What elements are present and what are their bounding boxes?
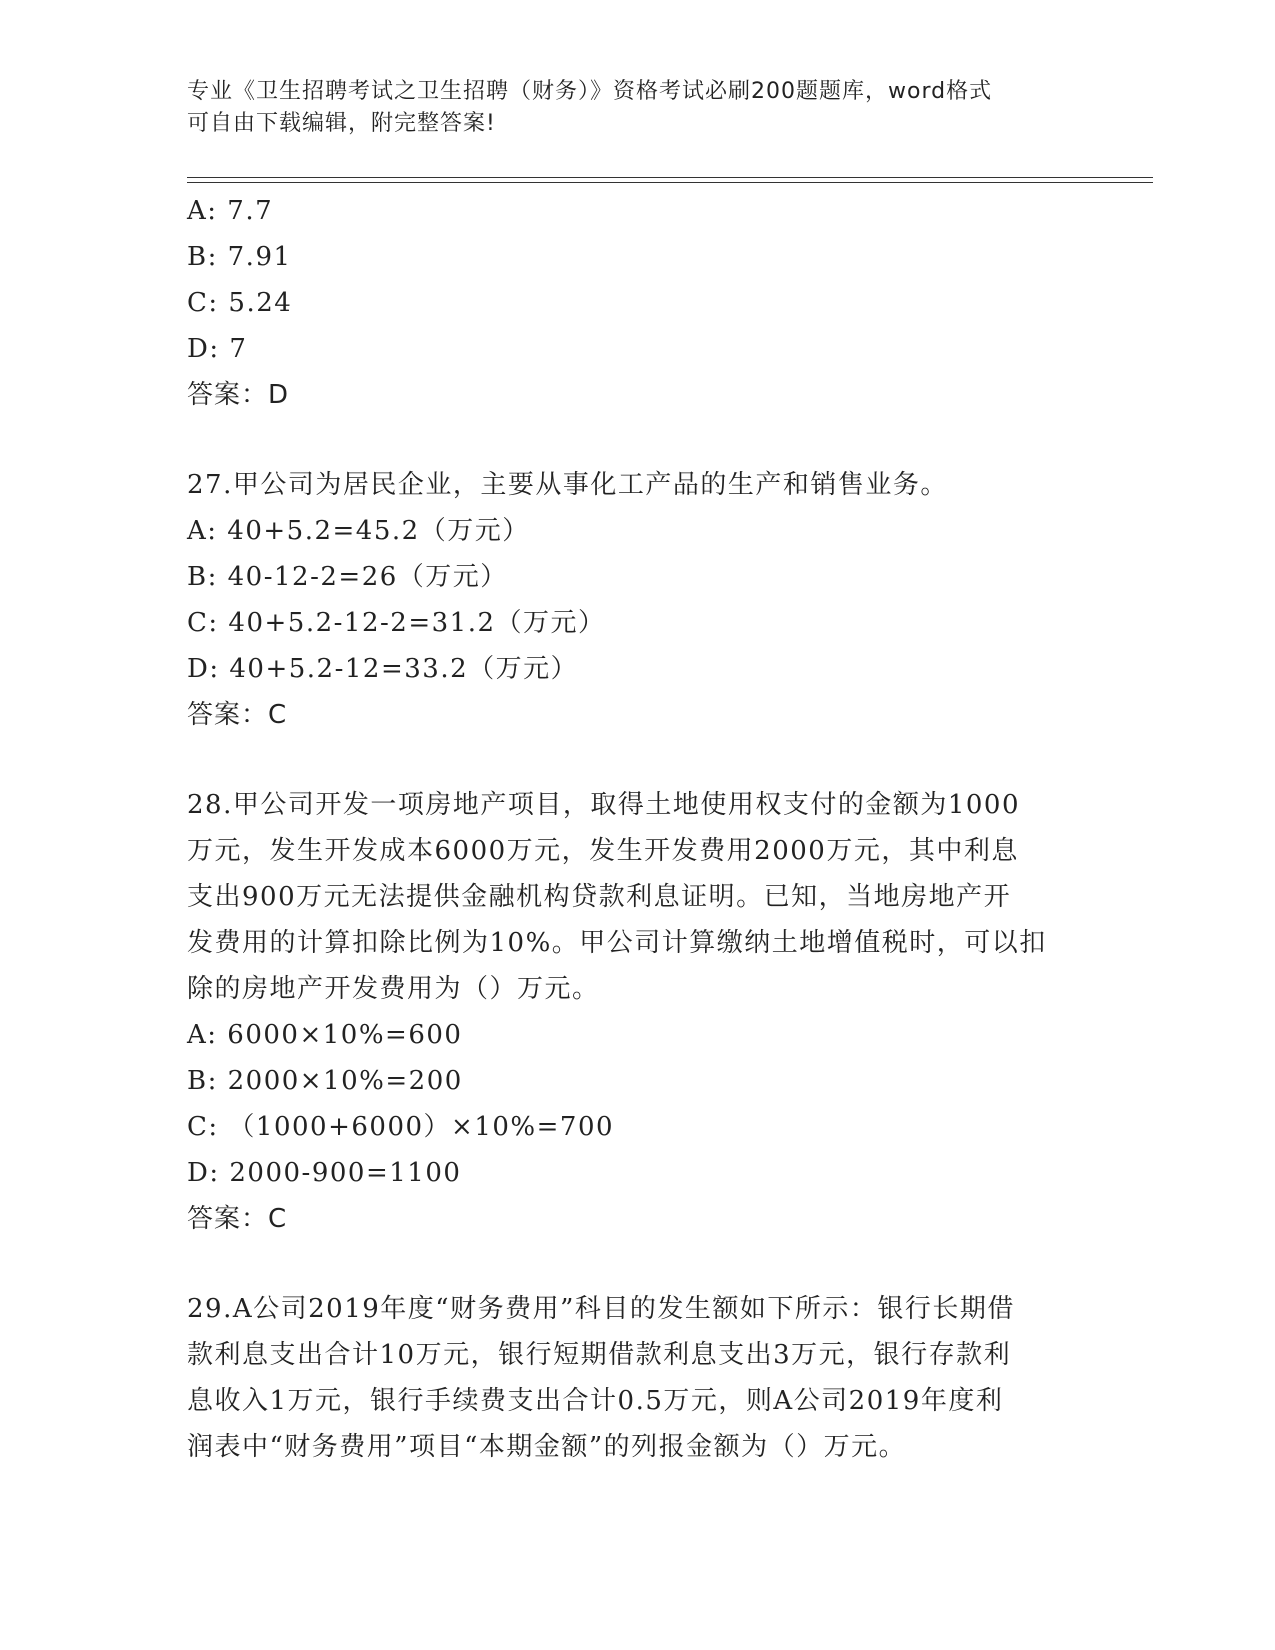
question-29 [187, 1286, 1087, 1470]
question-stem-line: 润表中“财务费用”项目“本期金额”的列报金额为（）万元。 [187, 1432, 907, 1462]
document-header [187, 76, 1067, 140]
document-body [187, 188, 1087, 1470]
answer-line: 答案：C [187, 1204, 288, 1234]
option-c: C: 5.24 [187, 288, 293, 318]
option-d: D: 40+5.2-12=33.2（万元） [187, 654, 579, 684]
question-stem-line: 28.甲公司开发一项房地产项目，取得土地使用权支付的金额为1000 [187, 790, 1021, 820]
answer-line: 答案：C [187, 700, 288, 730]
option-c: C: 40+5.2-12-2=31.2（万元） [187, 608, 606, 638]
question-stem-line: 万元，发生开发成本6000万元，发生开发费用2000万元，其中利息 [187, 836, 1019, 866]
question-stem-line: 发费用的计算扣除比例为10%。甲公司计算缴纳土地增值税时，可以扣 [187, 928, 1047, 958]
question-27 [187, 462, 1087, 738]
question-stem-line: 除的房地产开发费用为（）万元。 [187, 974, 600, 1004]
option-b: B: 2000×10%=200 [187, 1066, 463, 1096]
answer-line: 答案：D [187, 380, 290, 410]
option-b: B: 7.91 [187, 242, 292, 272]
header-title-line-2: 可自由下载编辑，附完整答案! [187, 111, 496, 136]
question-stem-line: 息收入1万元，银行手续费支出合计0.5万元，则A公司2019年度利 [187, 1386, 1004, 1416]
question-stem-line: 支出900万元无法提供金融机构贷款利息证明。已知，当地房地产开 [187, 882, 1012, 912]
option-c: C: （1000+6000）×10%=700 [187, 1112, 615, 1142]
question-28 [187, 782, 1087, 1242]
question-stem: 27.甲公司为居民企业，主要从事化工产品的生产和销售业务。 [187, 470, 948, 500]
question-stem-line: 29.A公司2019年度“财务费用”科目的发生额如下所示：银行长期借 [187, 1294, 1015, 1324]
option-b: B: 40-12-2=26（万元） [187, 562, 508, 592]
option-a: A: 6000×10%=600 [187, 1020, 463, 1050]
option-d: D: 7 [187, 334, 248, 364]
question-prev [187, 188, 1087, 418]
question-stem-line: 款利息支出合计10万元，银行短期借款利息支出3万元，银行存款利 [187, 1340, 1012, 1370]
option-d: D: 2000-900=1100 [187, 1158, 462, 1188]
header-divider [187, 177, 1153, 183]
option-a: A: 40+5.2=45.2（万元） [187, 516, 530, 546]
option-a: A: 7.7 [187, 196, 274, 226]
header-title-line-1: 专业《卫生招聘考试之卫生招聘（财务）》资格考试必刷200题题库，word格式 [187, 79, 993, 104]
